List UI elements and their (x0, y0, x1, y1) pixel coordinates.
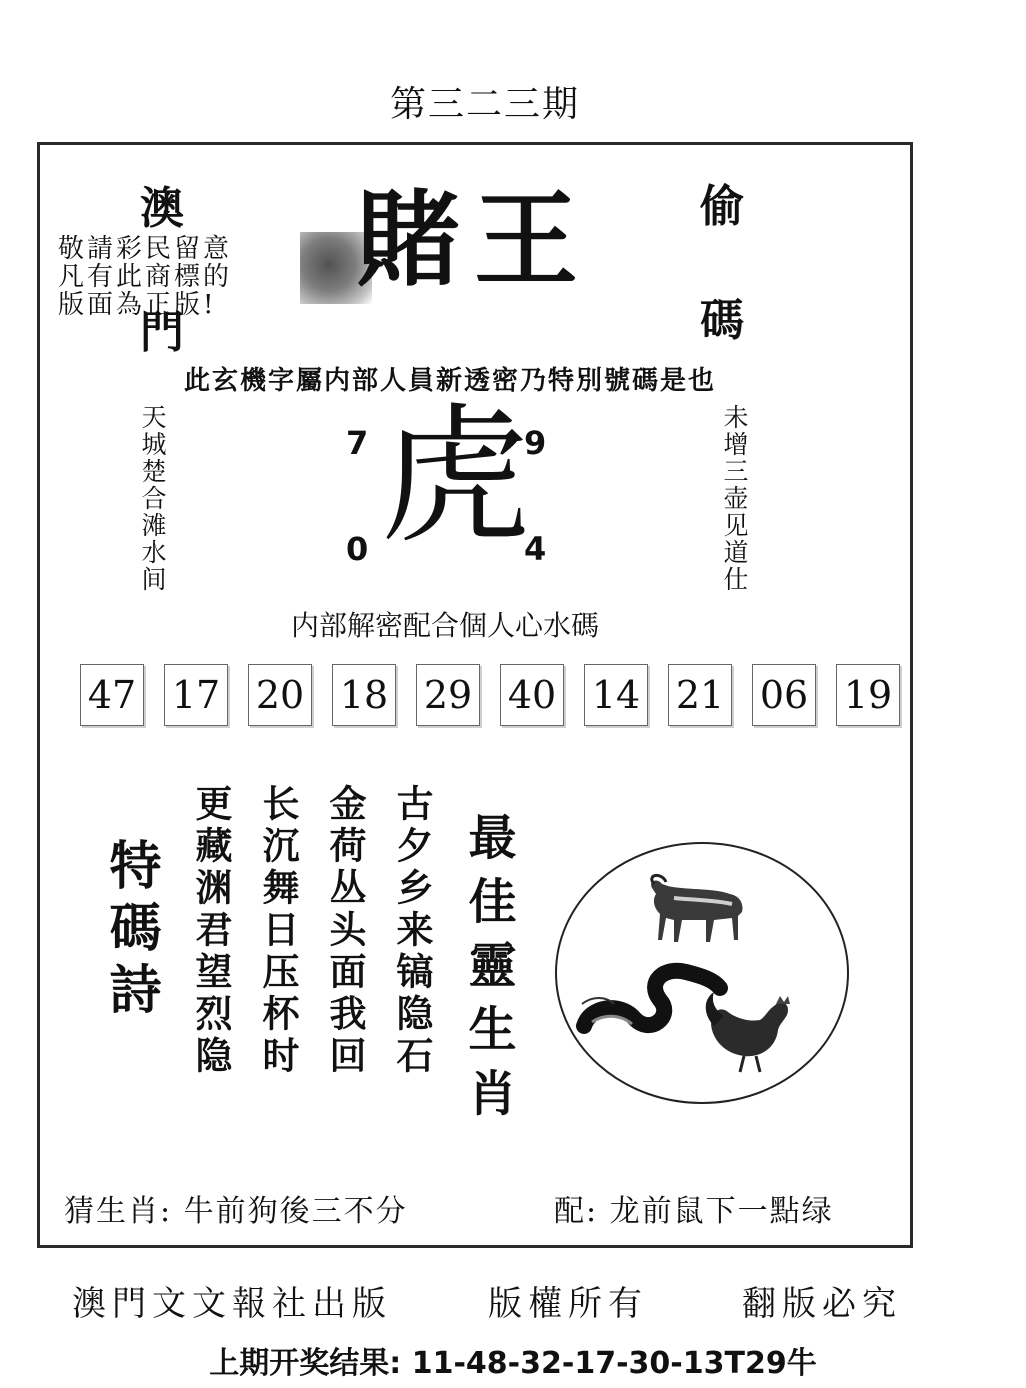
poem-column: 古夕乡来镐隐石 (390, 784, 433, 1078)
corner-digit-top-left: 7 (346, 424, 369, 462)
side-label-tou: 偷 (700, 181, 744, 232)
poem-column: 金荷丛头面我回 (323, 784, 366, 1078)
banner-text: 此玄機字屬内部人員新透密乃特別號碼是也 (183, 366, 716, 396)
number-box: 19 (836, 664, 900, 726)
piracy-warning: 翻版必究 (742, 1284, 902, 1324)
notice-line-3: 版面為正版! (58, 290, 217, 320)
last-result: 上期开奖结果: 11-48-32-17-30-13T29牛 (209, 1346, 817, 1381)
notice-line-2: 凡有此商標的 (58, 262, 233, 292)
best-zodiac-label: 最佳靈生肖 (460, 812, 516, 1132)
pair-text: 配: 龙前鼠下一點绿 (554, 1194, 834, 1229)
number-box: 21 (668, 664, 732, 726)
number-box: 47 (80, 664, 144, 726)
number-box: 18 (332, 664, 396, 726)
number-row (80, 664, 900, 726)
publisher-text: 澳門文文報社出版 (72, 1284, 392, 1324)
number-box: 29 (416, 664, 480, 726)
poem-column: 更藏渊君望烈隐 (189, 784, 232, 1078)
side-label-ao: 澳 (140, 183, 184, 234)
rights-text: 版權所有 (488, 1284, 648, 1324)
side-label-ma: 碼 (700, 295, 744, 346)
page-title: 賭王 (356, 178, 593, 301)
left-vertical-text: 天城楚合滩水间 (138, 404, 167, 593)
zodiac-animals-circle (552, 838, 852, 1108)
issue-number: 第三二三期 (389, 84, 580, 125)
right-vertical-text: 未增三壶见道仕 (720, 404, 749, 593)
corner-digit-top-right: 9 (524, 424, 547, 462)
number-box: 14 (584, 664, 648, 726)
subtitle: 内部解密配合個人心水碼 (290, 609, 599, 642)
notice-line-1: 敬請彩民留意 (58, 234, 233, 264)
number-box: 20 (248, 664, 312, 726)
number-box: 06 (752, 664, 816, 726)
side-label-men: 門 (140, 307, 184, 358)
number-box: 40 (500, 664, 564, 726)
corner-digit-bottom-right: 4 (524, 530, 547, 568)
corner-digit-bottom-left: 0 (346, 530, 369, 568)
guess-zodiac-text: 猜生肖: 牛前狗後三不分 (64, 1194, 408, 1229)
poem-column: 长沉舞日压杯时 (256, 784, 299, 1078)
number-box: 17 (164, 664, 228, 726)
main-character: 虎 (380, 390, 531, 564)
poem-title: 特碼詩 (100, 838, 160, 1024)
poem (189, 784, 433, 1078)
